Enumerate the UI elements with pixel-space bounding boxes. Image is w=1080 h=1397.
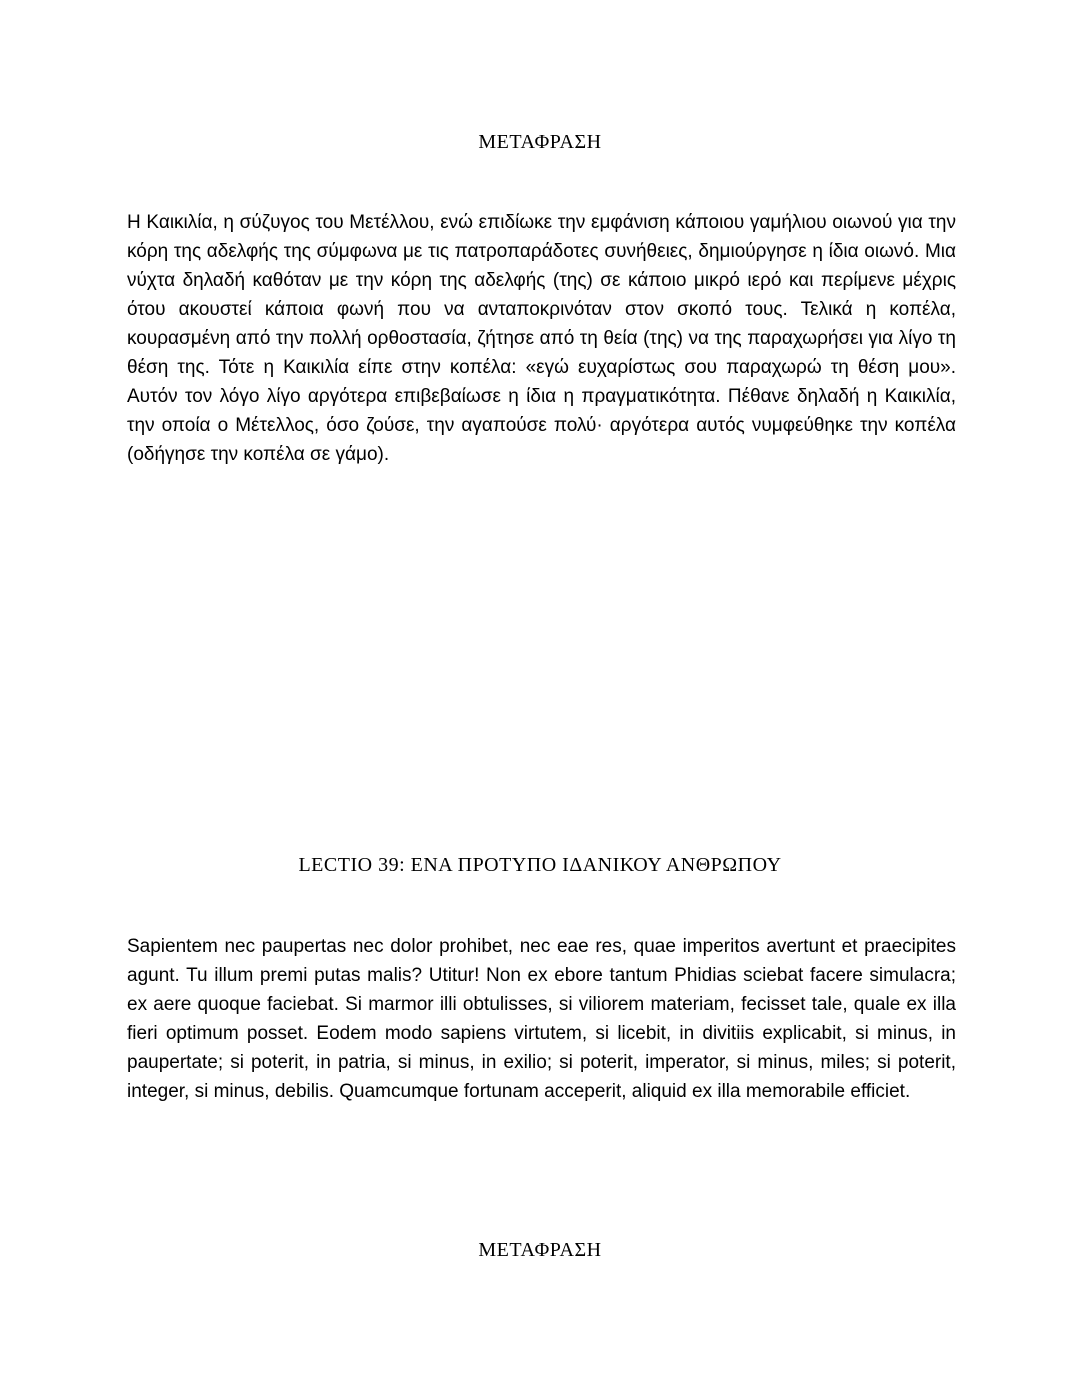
latin-text-paragraph: Sapientem nec paupertas nec dolor prohibet, nec eae res, quae imperitos avertunt et praecipites agunt. Tu illum premi putas malis? Utitur! Non ex ebore tantum Phidias sciebat facere simulacra; ex aere quoque faciebat. Si marmor illi obtulisses, si viliorem materiam, fecisset tale, quale ex illa fieri optimum posset. Eodem modo sapiens virtutem, si licebit, in divitiis explicabit, si minus, in paupertate; si poterit, in patria, si minus, in exilio; si poterit, imperator, si minus, miles; si poterit, integer, si minus, debilis. Quamcumque fortunam acceperit, aliquid ex illa memorabile efficiet. xyxy=(127,936,956,1102)
section-heading-translation-2: ΜΕΤΑΦΡΑΣΗ xyxy=(478,1239,602,1261)
section-heading-translation-1: ΜΕΤΑΦΡΑΣΗ xyxy=(478,131,602,153)
section-heading-lectio-39: LECTIO 39: ΕΝΑ ΠΡΟΤΥΠΟ ΙΔΑΝΙΚΟΥ ΑΝΘΡΩΠΟΥ xyxy=(298,854,782,876)
greek-translation-paragraph: Η Καικιλία, η σύζυγος του Μετέλλου, ενώ επιδίωκε την εμφάνιση κάποιου γαμήλιου οιωνού για την κόρη της αδελφής της σύμφωνα με τις πατροπαράδοτες συνήθειες, δημιούργησε η ίδια οιωνό. Μια νύχτα δηλαδή καθόταν με την κόρη της αδελφής (της) σε κάποιο μικρό ιερό και περίμενε μέχρις ότου ακουστεί κάποια φωνή που να ανταποκρινόταν στον σκοπό τους. Τελικά η κοπέλα, κουρασμένη από την πολλή ορθοστασία, ζήτησε από τη θεία (της) να της παραχωρήσει για λίγο τη θέση της. Τότε η Καικιλία είπε στην κοπέλα: «εγώ ευχαρίστως σου παραχωρώ τη θέση μου». Αυτόν τον λόγο λίγο αργότερα επιβεβαίωσε η ίδια η πραγματικότητα. Πέθανε δηλαδή η Καικιλία, την οποία ο Μέτελλος, όσο ζούσε, την αγαπούσε πολύ· αργότερα αυτός νυμφεύθηκε την κοπέλα (οδήγησε την κοπέλα σε γάμο). xyxy=(127,212,956,465)
